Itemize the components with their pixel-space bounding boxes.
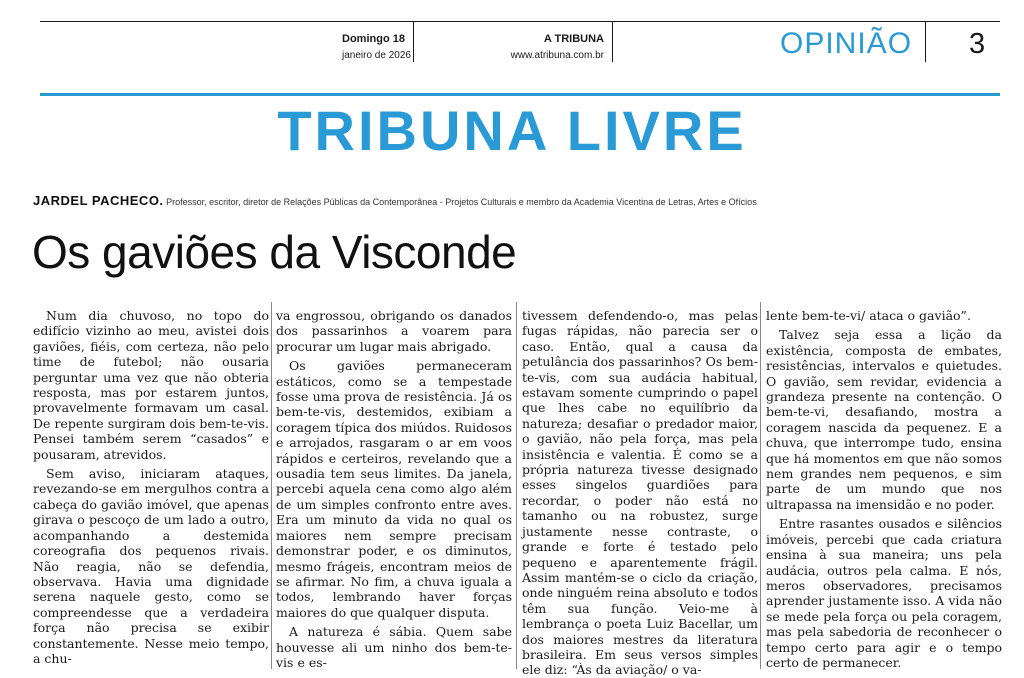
- masthead-rule: [40, 93, 1000, 96]
- paragraph: Sem aviso, iniciaram ataques, revezando-se em mergulhos contra a cabeça do gavião imóvel, que apenas girava o pescoço de um lado a outro, acompanhando a destemida coreografia dos pequenos rivais. Não reagia, não se defendia, observava. Havia uma dignidade serena naquele gesto, como se compreendesse que a verdadeira força não precisa se exibir constantemente. Nesse meio tempo, a chu-: [33, 466, 269, 666]
- header-divider: [612, 22, 613, 62]
- column-divider: [516, 302, 517, 669]
- section-title: OPINIÃO: [780, 27, 913, 60]
- header-divider: [413, 22, 414, 62]
- paragraph: va engrossou, obrigando os danados dos passarinhos a voarem para procurar um lugar mais abrigado.: [276, 308, 512, 354]
- paragraph: tivessem defendendo-o, mas pelas fugas rápidas, não parecia ser o caso. Então, qual a causa da petulância dos passarinhos? Os bem-te-vis, com sua audácia habitual, estavam somente cumprindo o papel que lhes cabe no equilíbrio da natureza; desafiar o predador maior, o gavião, não pela força, mas pela insistência e valentia. É como se a própria natureza tivesse designado esses singelos guardiões para recordar, o poder não está no tamanho ou na robustez, surge justamente nesse contraste, o grande e forte é testado pelo pequeno e aparentemente frágil. Assim mantém-se o ciclo da criação, onde ninguém reina absoluto e todos têm sua função. Veio-me à lembrança o poeta Luiz Bacellar, um dos maiores mestres da literatura brasileira. Em seus versos simples ele diz: “Às da aviação/ o va-: [522, 308, 758, 678]
- masthead-title: TRIBUNA LIVRE: [277, 99, 747, 162]
- article-column-2: [276, 308, 512, 670]
- paragraph: Num dia chuvoso, no topo do edifício vizinho ao meu, avistei dois gaviões, fiéis, com certeza, não pelo time de futebol; não ousaria perguntar uma vez que não obteria resposta, mas por estarem juntos, provavelmente formavam um casal. De repente surgiram dois bem-te-vis. Pensei também serem “casados” e pousaram, atrevidos.: [33, 308, 269, 462]
- paragraph: Entre rasantes ousados e silêncios imóveis, percebi que cada criatura ensina à sua maneira; uns pela audácia, outros pela calma. E nós, meros observadores, precisamos aprender justamente isso. A vida não se mede pela força ou pela coragem, mas pela sabedoria de reconhecer o tempo certo para agir e o tempo certo de permanecer.: [766, 516, 1002, 670]
- author-name: JARDEL PACHECO.: [33, 193, 164, 208]
- paragraph: Talvez seja essa a lição da existência, composta de embates, resistências, intervalos e quietudes. O gavião, sem revidar, evidencia a grandeza presente na contenção. O bem-te-vi, desafiando, mostra a coragem nascida da pequenez. E a chuva, que interrompe tudo, ensina que há momentos em que não somos nem grandes nem pequenos, e sim parte de um mundo que nos ultrapassa na imensidão e no poder.: [766, 327, 1002, 512]
- newspaper-website[interactable]: www.atribuna.com.br: [510, 50, 604, 61]
- column-divider: [271, 302, 272, 669]
- column-divider: [760, 302, 761, 669]
- page-number: 3: [969, 28, 986, 60]
- edition-date: [342, 31, 411, 64]
- header-divider: [925, 22, 926, 62]
- newspaper-info: [509, 31, 604, 64]
- article-column-1: [33, 308, 269, 666]
- article-column-3: [522, 308, 758, 678]
- article-headline: Os gaviões da Visconde: [32, 226, 517, 278]
- byline: [33, 193, 757, 208]
- edition-day: Domingo 18: [342, 33, 405, 45]
- paragraph: Os gaviões permaneceram estáticos, como se a tempestade fosse uma prova de resistência. Já os bem-te-vis, destemidos, exibiam a coragem típica dos miúdos. Ruidosos e arrojados, rasgaram o ar em voos rápidos e certeiros, revelando que a ousadia tem seus limites. Da janela, percebi aquela cena como algo além de um simples confronto entre aves. Era um minuto da vida no qual os maiores nem sempre precisam demonstrar poder, e os diminutos, mesmo frágeis, encontram meios de se afirmar. No fim, a chuva iguala a todos, lembrando haver forças maiores do que qualquer disputa.: [276, 358, 512, 620]
- article-column-4: [766, 308, 1002, 670]
- newspaper-name: A TRIBUNA: [543, 33, 604, 45]
- paragraph: lente bem-te-vi/ ataca o gavião”.: [766, 308, 971, 323]
- header-top-rule: [40, 21, 1000, 22]
- edition-month-year: janeiro de 2026: [342, 50, 411, 61]
- author-bio: Professor, escritor, diretor de Relações Públicas da Contemporânea - Projetos Culturais e membro da Academia Vicentina de Letras, Artes e Ofícios: [166, 197, 757, 207]
- paragraph: A natureza é sábia. Quem sabe houvesse ali um ninho dos bem-te-vis e es-: [276, 624, 512, 670]
